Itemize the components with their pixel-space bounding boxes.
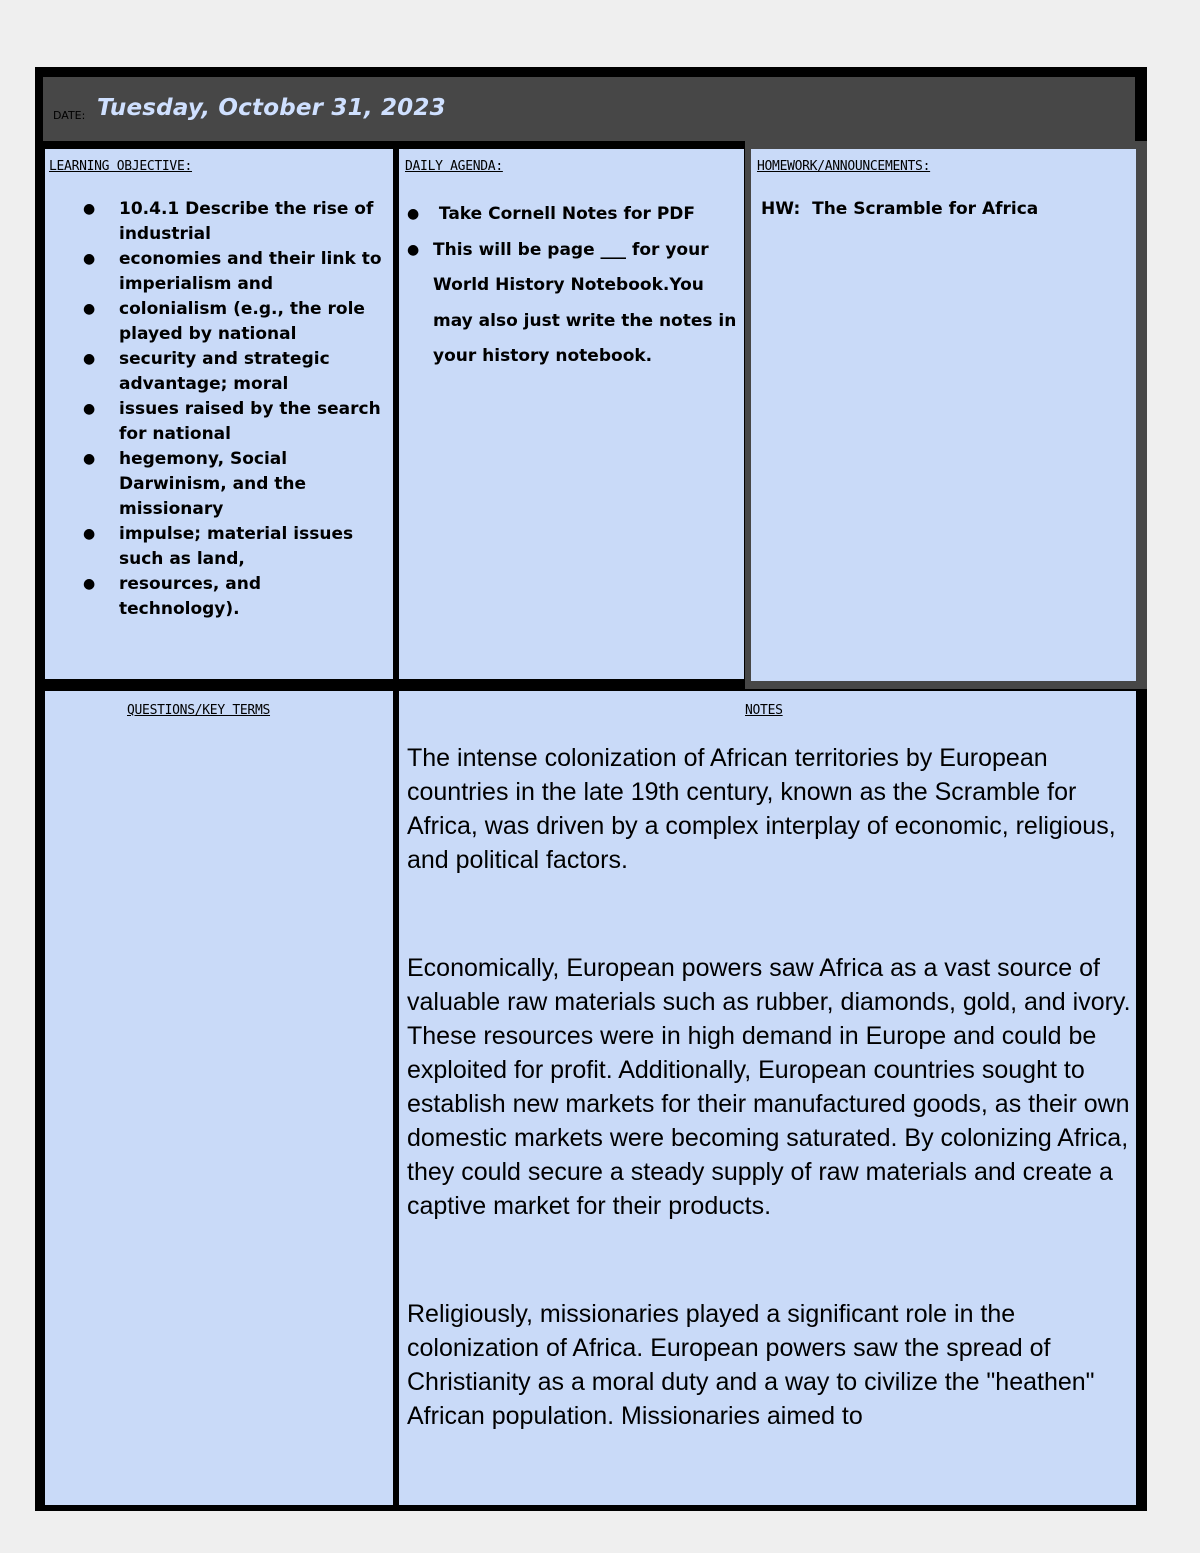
learning-objective-label: LEARNING OBJECTIVE:	[49, 159, 193, 174]
list-item: ● Take Cornell Notes for PDF	[407, 204, 696, 224]
notes-paragraph: Religiously, missionaries played a significant role in the colonization of Africa. European powers saw the spread of Christianity as a moral duty and a way to civilize the "heathen" African population. Missionaries aimed to	[407, 1300, 1095, 1430]
learning-objective-cell	[45, 149, 393, 679]
list-item: ● security and strategic advantage; moral	[83, 349, 330, 394]
homework-text: HW: The Scramble for Africa	[761, 199, 1039, 219]
homework-cell	[751, 149, 1136, 681]
questions-key-terms-cell	[45, 691, 393, 1505]
list-item: ● issues raised by the search for national	[83, 399, 381, 444]
cornell-notes-sheet	[35, 67, 1147, 1511]
list-item: ● colonialism (e.g., the role played by national	[83, 299, 365, 344]
date-label: DATE:	[53, 109, 86, 122]
homework-label: HOMEWORK/ANNOUNCEMENTS:	[757, 159, 931, 174]
notes-body	[407, 741, 1135, 1505]
date-value: Tuesday, October 31, 2023	[97, 95, 446, 121]
date-header	[43, 77, 1135, 141]
daily-agenda-list	[407, 197, 737, 375]
list-item: ● 10.4.1 Describe the rise of industrial	[83, 199, 374, 244]
list-item: ● economies and their link to imperialism and	[83, 249, 382, 294]
learning-objective-list	[83, 197, 383, 622]
daily-agenda-cell	[399, 149, 744, 679]
questions-key-terms-label: QUESTIONS/KEY TERMS	[127, 703, 271, 718]
notes-label: NOTES	[745, 703, 783, 718]
list-item: ● resources, and technology).	[83, 574, 262, 619]
list-item: ● This will be page ___ for your World History Notebook.You may also just write the notes in your history notebook.	[407, 239, 737, 366]
notes-paragraph: The intense colonization of African territories by European countries in the late 19th century, known as the Scramble for Africa, was driven by a complex interplay of economic, religious, and political factors.	[407, 744, 1116, 874]
list-item: ● hegemony, Social Darwinism, and the missionary	[83, 449, 307, 519]
notes-paragraph: Economically, European powers saw Africa as a vast source of valuable raw materials such as rubber, diamonds, gold, and ivory. These resources were in high demand in Europe and could be exploited for profit. Additionally, European countries sought to establish new markets for their manufactured goods, as their own domestic markets were becoming saturated. By colonizing Africa, they could secure a steady supply of raw materials and create a captive market for their products.	[407, 954, 1131, 1220]
list-item: ● impulse; material issues such as land,	[83, 524, 354, 569]
notes-cell	[399, 691, 1136, 1505]
daily-agenda-label: DAILY AGENDA:	[405, 159, 503, 174]
